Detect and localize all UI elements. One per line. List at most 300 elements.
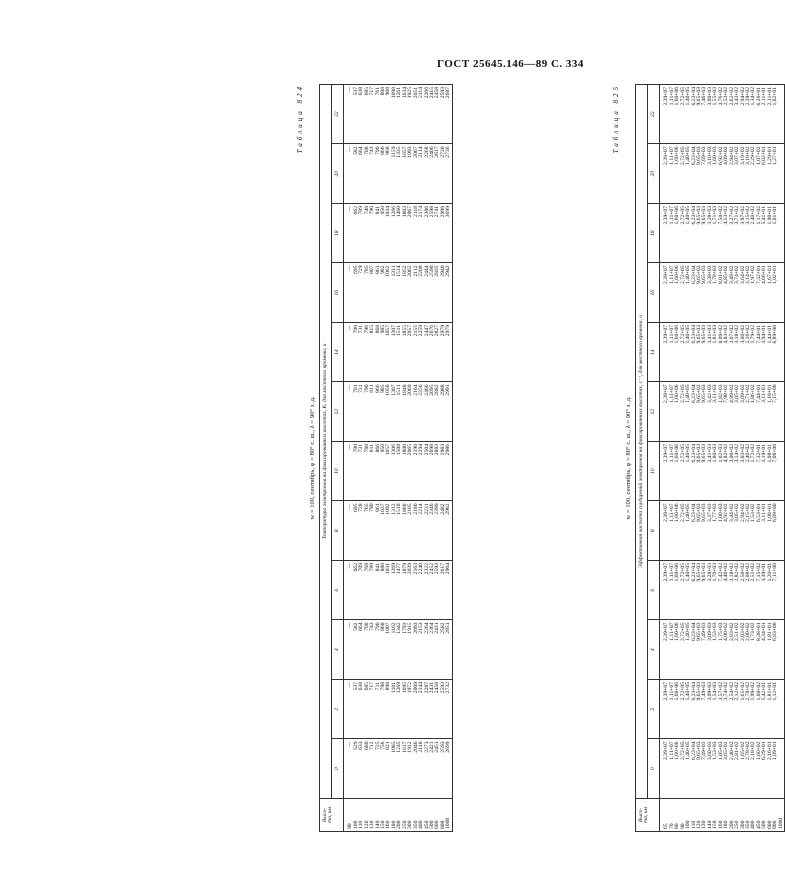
height-value: 110 [690, 820, 697, 829]
value: 2,82+02 [734, 563, 741, 582]
value: 1,02+03 [717, 444, 724, 463]
hour-header: 0 [332, 739, 344, 799]
value: 3,38+03 [706, 265, 713, 285]
value: 841 [374, 206, 381, 215]
value: 2,39+07 [663, 741, 670, 761]
value: 3,49+02 [728, 265, 735, 285]
value: — [347, 682, 354, 688]
value: 789 [369, 563, 376, 572]
value: 7,44+01 [755, 325, 762, 344]
value-cell [344, 739, 452, 799]
value: 1,40+05 [685, 87, 692, 106]
value: 1800 [401, 444, 408, 456]
height-value: 110 [358, 820, 365, 829]
value-cell [660, 620, 785, 680]
value-cell [344, 85, 452, 145]
value: — [347, 444, 354, 450]
value: 2294 [418, 444, 425, 456]
value: 1,60+06 [674, 682, 681, 701]
value: 3,41+03 [706, 325, 713, 344]
value: 2039 [407, 563, 414, 575]
value: 2,39+07 [663, 622, 670, 642]
value: 9,65+03 [701, 265, 708, 285]
value: 1,02+01 [772, 87, 779, 106]
value: 529 [352, 741, 359, 750]
value: 1,73+02 [750, 622, 757, 642]
value: 1261 [396, 87, 403, 99]
value: 708 [363, 146, 370, 155]
value: 2065 [407, 444, 414, 456]
value: 743 [369, 146, 376, 155]
value: 7,32+01 [755, 265, 762, 285]
value: 2415 [428, 87, 435, 99]
value: 2009 [412, 682, 419, 694]
value: 2051 [412, 87, 419, 99]
value-cell [344, 263, 452, 323]
value: 7,11+00 [772, 563, 779, 582]
value: 6,23+04 [690, 206, 697, 225]
value: 765 [363, 503, 370, 512]
value: 3,05+02 [734, 503, 741, 523]
value: 2105 [407, 503, 414, 515]
hour-header: 16 [648, 263, 660, 323]
height-value: 90 [679, 823, 686, 829]
value: 3,00+02 [728, 444, 735, 463]
hour-header: 20 [332, 144, 344, 204]
hour-header: 10 [332, 442, 344, 502]
value: 2598 [428, 206, 435, 218]
value: 3,39+01 [761, 563, 768, 582]
height-value: 130 [369, 820, 376, 829]
value: 1,60+06 [674, 265, 681, 285]
value: 1,90+01 [766, 206, 773, 225]
value: 5,41+01 [761, 206, 768, 225]
value: 2,72+05 [679, 325, 686, 344]
value: 664 [358, 146, 365, 155]
value: 2,29+02 [750, 146, 757, 166]
value: 3,94+01 [761, 325, 768, 344]
value: 1,75+03 [717, 622, 724, 642]
value: 1266 [390, 206, 397, 218]
value: 1803 [401, 206, 408, 218]
value: 7,69+03 [701, 146, 708, 166]
value: 3,19+01 [761, 444, 768, 463]
value: 9,65+03 [696, 325, 703, 344]
value: 709 [358, 206, 365, 215]
table-824-label: Таблица 824 [296, 84, 304, 154]
height-value: 100 [352, 820, 359, 829]
page-header: ГОСТ 25645.146—89 С. 334 [437, 58, 584, 70]
value: 1,60+06 [674, 444, 681, 463]
value: 1972 [407, 682, 414, 694]
value: 1848 [401, 384, 408, 396]
value-cell [344, 620, 452, 680]
value: 2,72+05 [679, 741, 686, 761]
hour-header: 8 [332, 501, 344, 561]
value: 1098 [390, 87, 397, 99]
value: 2114 [418, 87, 425, 98]
value: 1,11+07 [668, 206, 675, 225]
hour-header: 18 [332, 204, 344, 264]
value: 1,11+07 [668, 741, 675, 760]
value: 1101 [390, 682, 397, 693]
value: 9,65+03 [696, 87, 703, 106]
value: 2,53+02 [723, 87, 730, 106]
value: 1617 [401, 741, 408, 753]
value: 3,11+01 [761, 503, 768, 522]
value: 6,92+02 [717, 146, 724, 166]
hour-header: 18 [648, 204, 660, 264]
value: 1,80+03 [712, 444, 719, 463]
value: 1031 [385, 563, 392, 575]
value: 6,23+04 [690, 265, 697, 285]
value: 1307 [390, 325, 397, 337]
value: 1,09+01 [772, 741, 779, 761]
table-824-block [296, 84, 453, 832]
value-cell [344, 501, 452, 561]
value: 5,42+01 [761, 682, 768, 701]
value: 2,72+05 [679, 146, 686, 166]
value: 695 [352, 265, 359, 274]
value: 2458 [434, 87, 441, 99]
value: 2732 [445, 682, 452, 694]
value: 1879 [401, 563, 408, 575]
value: 1,81+01 [766, 622, 773, 642]
value: 861 [374, 265, 381, 274]
value: 3,14+02 [734, 444, 741, 463]
value: 3,19+02 [739, 146, 746, 166]
hour-header: 16 [332, 263, 344, 323]
value: 725 [374, 741, 381, 750]
hour-header: 8 [648, 501, 660, 561]
hour-header: 2 [332, 680, 344, 740]
height-value: 500 [428, 820, 435, 829]
value: 2431 [428, 682, 435, 694]
value: 756 [380, 741, 387, 750]
value: 2,51+02 [734, 622, 741, 642]
value: 1460 [396, 206, 403, 218]
value: 2,72+05 [679, 682, 686, 701]
height-value: 1000 [777, 817, 784, 829]
value: 985 [380, 325, 387, 334]
height-cell [660, 799, 785, 832]
value: 1,40+05 [685, 206, 692, 225]
value: 2067 [407, 206, 414, 218]
value: 701 [352, 384, 359, 393]
value: 2,72+05 [679, 265, 686, 285]
value: 1,08+01 [766, 444, 773, 463]
value: 4,83+02 [723, 325, 730, 344]
table-row [344, 85, 452, 832]
value: 985 [380, 384, 387, 393]
value: 2,11+01 [761, 87, 768, 106]
height-value: 140 [706, 820, 713, 829]
value-cell [344, 144, 452, 204]
value: 2582 [439, 622, 446, 634]
value: — [347, 503, 354, 510]
value: 1,60+02 [755, 741, 762, 761]
value: 2687 [445, 87, 452, 99]
value: 1912 [407, 741, 414, 753]
value: 1,11+07 [668, 503, 675, 522]
value: 729 [358, 265, 365, 274]
value: 3,64+02 [739, 265, 746, 285]
value: 1,60+06 [674, 87, 681, 106]
value: 950 [380, 206, 387, 215]
value: 6,26+01 [755, 87, 762, 106]
value: 1269 [396, 682, 403, 694]
value: 3,10+02 [744, 146, 751, 166]
value-cell [660, 382, 785, 442]
value: 2069 [407, 384, 414, 396]
value: 2190 [412, 444, 419, 456]
value: 1335 [396, 146, 403, 158]
value: 3,11+03 [712, 384, 719, 403]
value: 2964 [445, 563, 452, 575]
value: 1,44+01 [766, 325, 773, 344]
height-column-header: Высо- та, км [320, 799, 344, 832]
value: 2322 [423, 563, 430, 575]
value: 2093 [412, 622, 419, 634]
value: 2,51+02 [750, 563, 757, 582]
value-cell [660, 263, 785, 323]
value: 2,72+05 [679, 503, 686, 523]
value: 1,02+01 [772, 265, 779, 285]
value-cell [344, 382, 452, 442]
value: 2882 [434, 384, 441, 396]
value: 7,32+01 [755, 444, 762, 463]
value: 2273 [423, 741, 430, 753]
height-value: 130 [701, 820, 708, 829]
value: 662 [352, 206, 359, 215]
value: 9,65+03 [696, 682, 703, 701]
value: — [347, 87, 354, 93]
value: 2,39+02 [744, 87, 751, 106]
value: 6,23+04 [690, 563, 697, 582]
value: 1,40+05 [685, 384, 692, 404]
value: 790 [369, 503, 376, 512]
value: 3,60+03 [706, 741, 713, 761]
value: 2,39+07 [663, 87, 670, 106]
value: 798 [380, 682, 387, 691]
value: 1,40+05 [685, 682, 692, 701]
value: 1,72+02 [750, 444, 757, 463]
value: 8,01+02 [717, 265, 724, 285]
value: 788 [363, 444, 370, 453]
value: 1,27+01 [772, 146, 779, 166]
value: 1,18+01 [766, 384, 773, 404]
value-cell [660, 739, 785, 799]
value: 1,40+05 [685, 563, 692, 582]
hour-header: 14 [332, 323, 344, 383]
value: 1057 [385, 325, 392, 337]
value: 2,94+02 [739, 503, 746, 523]
value: 761 [374, 87, 381, 96]
value: 2940 [439, 265, 446, 277]
height-value: 200 [728, 820, 735, 829]
height-column-header: Высо- та, км [636, 799, 660, 832]
value: 2,39+07 [663, 325, 670, 344]
value: 2256 [418, 384, 425, 396]
value: 1269 [390, 563, 397, 575]
value: 1,40+05 [685, 741, 692, 761]
value: 1,82+03 [717, 384, 724, 404]
value: 2112 [412, 265, 419, 277]
hour-header: 6 [648, 561, 660, 621]
value: 2,54+02 [728, 682, 735, 701]
value: 6,23+04 [690, 682, 697, 701]
value: 3,44+02 [728, 503, 735, 523]
value: 2698 [428, 444, 435, 456]
value: 2214 [418, 503, 425, 515]
value: 1159 [390, 146, 397, 158]
value: — [347, 384, 354, 391]
height-value: 150 [712, 820, 719, 829]
value: 731 [358, 325, 365, 334]
value: 2,39+07 [663, 563, 670, 582]
value: 2979 [439, 325, 446, 337]
value: 1,77+03 [712, 503, 719, 523]
value: 1,60+06 [674, 325, 681, 344]
value: 3,03+02 [739, 444, 746, 463]
value: 3,74+02 [723, 682, 730, 701]
value: 3,28+03 [706, 206, 713, 225]
value: 2,83+02 [728, 622, 735, 642]
value: 1245 [396, 741, 403, 753]
table-825-block [612, 84, 785, 832]
value: 1034 [385, 206, 392, 218]
value: 3,00+03 [706, 87, 713, 106]
height-value: 180 [390, 820, 397, 829]
height-value: 100 [685, 820, 692, 829]
value: 1,79+02 [750, 325, 757, 344]
value: 582 [352, 622, 359, 631]
value: 1,11+07 [668, 384, 675, 403]
value: 2979 [445, 325, 452, 337]
table-825-caption: w = 100, сентябрь, φ = 80° с. ш., λ = 90° з. д. [625, 396, 632, 520]
value: 1,11+07 [668, 622, 675, 641]
value: 2046 [412, 741, 419, 753]
height-value: 300 [407, 820, 414, 829]
height-value: 450 [423, 820, 430, 829]
value: 1695 [401, 682, 408, 694]
value: 2406 [428, 146, 435, 158]
value: 2266 [423, 87, 430, 99]
value: 537 [352, 87, 359, 96]
value: 1,53+02 [750, 503, 757, 523]
value: 1,34+02 [750, 87, 757, 106]
value: 1,40+05 [685, 444, 692, 463]
value: 2180 [412, 503, 419, 515]
hour-header: 10 [648, 442, 660, 502]
value: 2617 [439, 563, 446, 575]
value: 2991 [445, 384, 452, 396]
value: 3,74+02 [734, 265, 741, 285]
value: 708 [363, 622, 370, 631]
height-value: 120 [696, 820, 703, 829]
value: 2,46+02 [744, 444, 751, 463]
value: 1,55+03 [712, 87, 719, 106]
value: 1,40+05 [685, 265, 692, 285]
value: 2153 [418, 622, 425, 634]
value: 9,65+03 [696, 384, 703, 404]
value-cell [344, 680, 452, 740]
height-value: 1000 [445, 817, 452, 829]
value: 6,23+04 [690, 87, 697, 106]
height-value: 150 [380, 820, 387, 829]
value: 2,39+07 [663, 146, 670, 166]
height-value: 400 [418, 820, 425, 829]
height-value: 250 [734, 820, 741, 829]
value: 1092 [385, 503, 392, 515]
value: 1634 [401, 87, 408, 99]
value: 3,10+03 [706, 146, 713, 166]
value: 2,50+02 [739, 563, 746, 582]
value: 2,72+05 [679, 444, 686, 463]
value: — [347, 265, 354, 272]
height-value: 160 [385, 820, 392, 829]
value: 785 [363, 265, 370, 274]
value: 8,38+01 [755, 622, 762, 642]
value: 2447 [423, 325, 430, 337]
value: 2364 [428, 622, 435, 634]
value: 2988 [439, 384, 446, 396]
value: 1477 [396, 563, 403, 575]
value: 2,39+07 [663, 384, 670, 404]
value: 9,65+03 [696, 444, 703, 463]
height-value: 350 [744, 820, 751, 829]
value: 695 [352, 503, 359, 512]
value: 8,09+02 [717, 325, 724, 344]
value: 2883 [434, 444, 441, 456]
value: 9,65+03 [701, 384, 708, 404]
value: 1,99+02 [750, 682, 757, 701]
table-824 [319, 84, 453, 832]
value: 4,53+02 [723, 206, 730, 225]
value: 2983 [439, 444, 446, 456]
value: 982 [380, 265, 387, 274]
value: 1855 [401, 325, 408, 337]
value: 1,67+01 [766, 265, 773, 285]
value: 1,70+03 [712, 563, 719, 582]
value: 1342 [396, 622, 403, 634]
value: 1,60+06 [674, 206, 681, 225]
value: 2998 [439, 206, 446, 218]
value: 1,11+07 [668, 444, 675, 463]
value: 7,46+03 [701, 87, 708, 106]
value: 6,23+04 [690, 384, 697, 404]
value: 2504 [423, 444, 430, 456]
value: 717 [369, 87, 376, 96]
value: 664 [358, 622, 365, 631]
value: 685 [363, 682, 370, 691]
value: 9,65+03 [701, 503, 708, 523]
value: 1514 [396, 265, 403, 277]
value: 1993 [407, 146, 414, 158]
height-value: 300 [739, 820, 746, 829]
value: 2593 [439, 87, 446, 99]
value: 3,07+02 [734, 146, 741, 166]
value: 4,82+02 [723, 444, 730, 463]
value: — [347, 146, 354, 153]
value: 811 [369, 384, 376, 393]
value: 4,92+02 [723, 503, 730, 523]
value: 3,27+02 [728, 206, 735, 225]
value: 2118 [418, 741, 425, 753]
height-value: 140 [374, 820, 381, 829]
value: 3,14+02 [744, 265, 751, 285]
value: 2144 [418, 682, 425, 694]
